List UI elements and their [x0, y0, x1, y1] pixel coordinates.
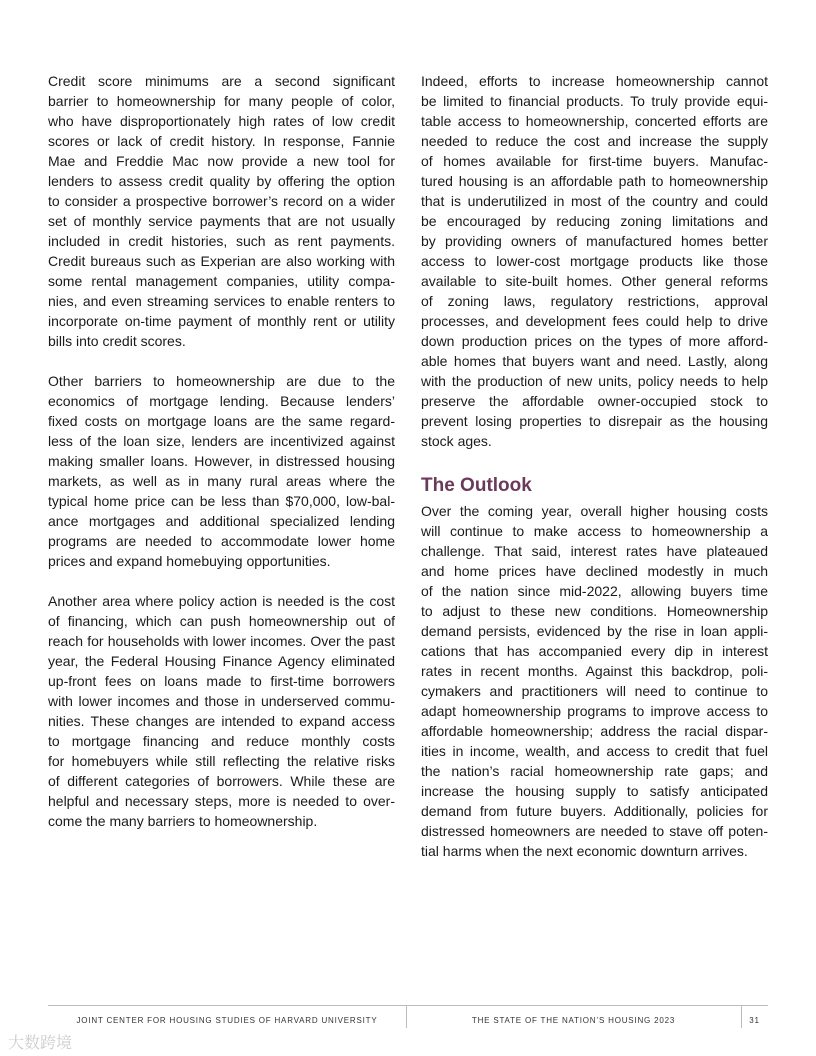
text-line: set of monthly service payments that are not usually [48, 213, 395, 229]
text-line: included in credit histories, such as rent payments. [48, 233, 395, 249]
text-line: Another area where policy action is needed is the cost [48, 593, 395, 609]
text-line: Indeed, efforts to increase homeownership cannot [421, 73, 768, 89]
right-paragraphs-after [421, 501, 768, 861]
text-line: challenge. That said, interest rates have plateaued [421, 543, 768, 559]
text-line: typical home price can be less than $70,000, low-bal- [48, 493, 395, 509]
text-line: the nation’s racial homeownership rate gaps; and [421, 763, 768, 779]
text-line: economics of mortgage lending. Because lenders’ [48, 393, 395, 409]
text-line: to consider a prospective borrower’s record on a wider [48, 193, 395, 209]
text-line: demand persists, evidenced by the rise in loan appli- [421, 623, 768, 639]
text-line: ities in income, wealth, and access to credit that fuel [421, 743, 768, 759]
text-line: tial harms when the next economic downturn arrives. [421, 843, 748, 859]
text-line: programs are needed to accommodate lower home [48, 533, 395, 549]
text-line: Credit score minimums are a second significant [48, 73, 395, 89]
paragraph [48, 71, 395, 351]
text-line: markets, as well as in many rural areas where the [48, 473, 395, 489]
text-line: down production prices on the types of more afford- [421, 333, 768, 349]
text-line: prevent losing properties to disrepair as the housing [421, 413, 768, 429]
text-line: table access to homeownership, concerted efforts are [421, 113, 768, 129]
text-line: of financing, which can push homeownership out of [48, 613, 395, 629]
text-line: of different categories of borrowers. While these are [48, 773, 395, 789]
text-line: be encouraged by reducing zoning limitations and [421, 213, 768, 229]
section-heading-outlook: The Outlook [421, 475, 532, 496]
text-line: scores or lack of credit history. In response, Fannie [48, 133, 395, 149]
text-line: Over the coming year, overall higher housing costs [421, 503, 768, 519]
text-line: some rental management companies, utility compa- [48, 273, 395, 289]
text-line: nies, and even streaming services to enable renters to [48, 293, 395, 309]
text-line: affordable homeownership; address the racial dispar- [421, 723, 768, 739]
text-line: available to site-built homes. Other general reforms [421, 273, 768, 289]
page-number: 31 [749, 1016, 760, 1025]
text-line: able homes that buyers want and need. Lastly, along [421, 353, 768, 369]
text-line: Mae and Freddie Mac now provide a new tool for [48, 153, 395, 169]
text-line: lenders to assess credit quality by offering the option [48, 173, 395, 189]
paragraph [421, 501, 768, 861]
text-line: will continue to make access to homeownership a [421, 523, 768, 539]
text-line: by providing owners of manufactured homes better [421, 233, 768, 249]
text-line: with lower incomes and those in underserved commu- [48, 693, 395, 709]
text-line: fixed costs on mortgage loans are the same regard- [48, 413, 395, 429]
paragraph [48, 371, 395, 571]
page-footer [48, 1005, 768, 1032]
text-line: and home prices have declined modestly in much [421, 563, 768, 579]
text-line: preserve the affordable owner-occupied stock to [421, 393, 768, 409]
text-line: increase the housing supply to satisfy anticipated [421, 783, 768, 799]
text-line: reach for households with lower incomes. Over the past [48, 633, 395, 649]
text-line: year, the Federal Housing Finance Agency eliminated [48, 653, 395, 669]
text-line: cymakers and practitioners will need to continue to [421, 683, 768, 699]
text-line: nities. These changes are intended to expand access [48, 713, 395, 729]
text-line: barrier to homeownership for many people of color, [48, 93, 395, 109]
text-line: stock ages. [421, 433, 492, 449]
text-line: rates in recent months. Against this backdrop, poli- [421, 663, 768, 679]
text-line: access to lower-cost mortgage products like those [421, 253, 768, 269]
text-line: be limited to financial products. To truly provide equi- [421, 93, 768, 109]
text-line: Other barriers to homeownership are due to the [48, 373, 395, 389]
text-line: for homebuyers while still reflecting the relative risks [48, 753, 395, 769]
text-line: processes, and development fees could help to drive [421, 313, 768, 329]
text-line: of the nation since mid-2022, allowing buyers time [421, 583, 768, 599]
text-line: tured housing is an affordable path to homeownership [421, 173, 768, 189]
text-line: with the production of new units, policy needs to help [421, 373, 768, 389]
text-line: cations that has accompanied every dip in interest [421, 643, 768, 659]
text-line: incorporate on-time payment of monthly rent or utility [48, 313, 395, 329]
left-column [48, 71, 395, 851]
right-column [421, 71, 768, 881]
footer-report-title: THE STATE OF THE NATION’S HOUSING 2023 [471, 1016, 676, 1025]
text-line: prices and expand homebuying opportunities. [48, 553, 331, 569]
text-line: demand from future buyers. Additionally, policies for [421, 803, 768, 819]
right-paragraphs-before [421, 71, 768, 451]
text-line: ance mortgages and additional specialized lending [48, 513, 395, 529]
paragraph [421, 71, 768, 451]
text-line: Credit bureaus such as Experian are also working with [48, 253, 395, 269]
text-line: to mortgage financing and reduce monthly costs [48, 733, 395, 749]
text-line: that is underutilized in most of the country and could [421, 193, 768, 209]
paragraph [48, 591, 395, 831]
text-line: of zoning laws, regulatory restrictions, approval [421, 293, 768, 309]
text-line: making smaller loans. However, in distressed housing [48, 453, 395, 469]
text-line: of homes available for first-time buyers. Manufac- [421, 153, 768, 169]
text-line: needed to reduce the cost and increase the supply [421, 133, 768, 149]
text-line: less of the loan size, lenders are incentivized against [48, 433, 395, 449]
text-line: adapt homeownership programs to improve access to [421, 703, 768, 719]
watermark-logo: 大数跨境 [8, 1033, 73, 1052]
text-line: come the many barriers to homeownership. [48, 813, 318, 829]
text-line: to adjust to these new conditions. Homeownership [421, 603, 768, 619]
footer-organization: JOINT CENTER FOR HOUSING STUDIES OF HARVARD UNIVERSITY [76, 1016, 378, 1025]
text-line: who have disproportionately high rates of low credit [48, 113, 395, 129]
text-line: bills into credit scores. [48, 333, 186, 349]
text-line: distressed homeowners are needed to stave off poten- [421, 823, 768, 839]
text-line: helpful and necessary steps, more is needed to over- [48, 793, 395, 809]
text-line: up-front fees on loans made to first-time borrowers [48, 673, 395, 689]
